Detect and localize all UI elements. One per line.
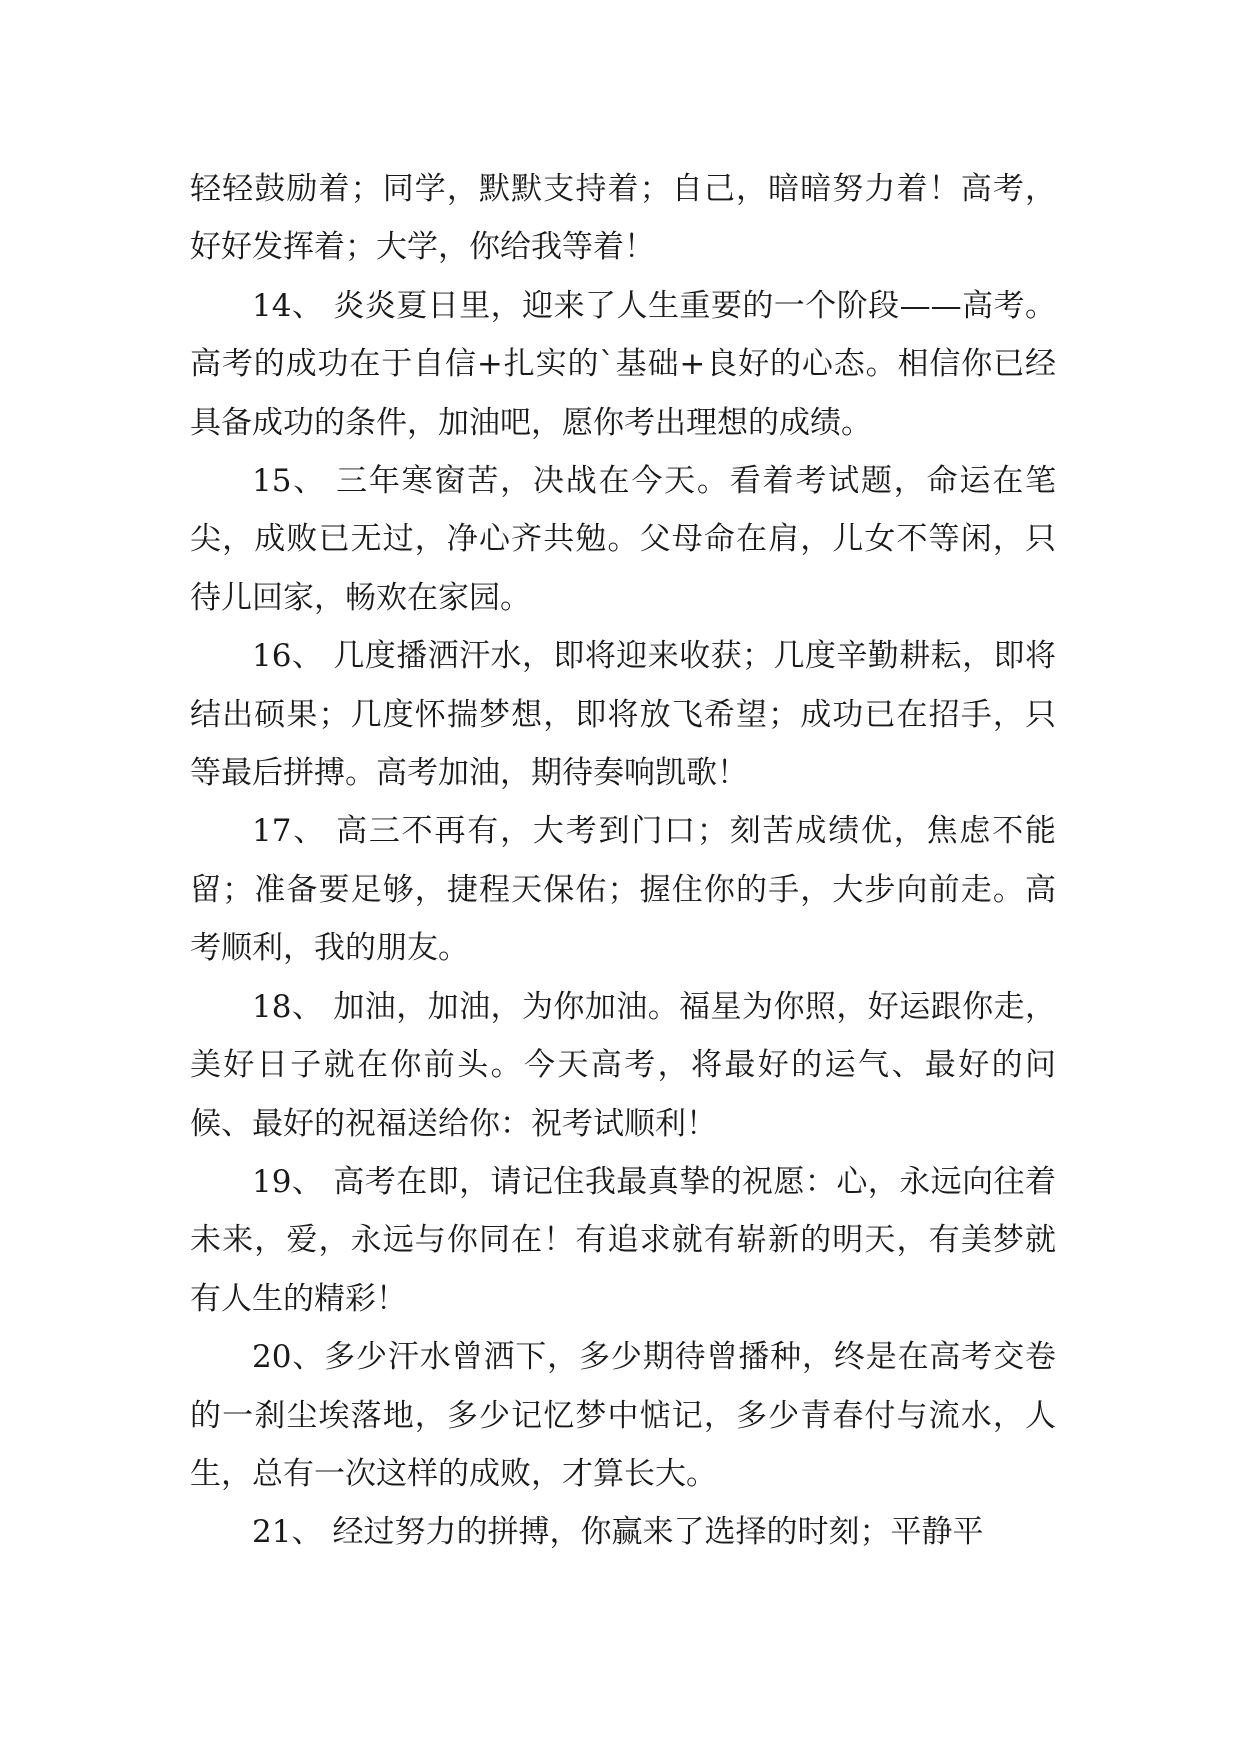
- paragraph-number: 19、: [252, 1163, 324, 1200]
- paragraph-16: [190, 627, 1056, 802]
- paragraph-text: 多少汗水曾洒下，多少期待曾播种，终是在高考交卷的一刹尘埃落地，多少记忆梦中惦记，多少青春付与流水，人生，总有一次这样的成败，才算长大。: [190, 1339, 1057, 1492]
- paragraph-text: 几度播洒汗水，即将迎来收获；几度辛勤耕耘，即将结出硕果；几度怀揣梦想，即将放飞希望；成功已在招手，只等最后拼搏。高考加油，期待奏响凯歌！: [190, 638, 1056, 792]
- paragraph-18: [190, 978, 1056, 1153]
- paragraph-continuation: [190, 160, 1056, 277]
- paragraph-text: 经过努力的拼搏，你赢来了选择的时刻；平静平: [332, 1514, 984, 1551]
- paragraph-15: [190, 452, 1056, 627]
- paragraph-number: 17、: [252, 813, 327, 850]
- paragraph-number: 16、: [252, 638, 324, 675]
- paragraph-number: 21、: [252, 1514, 323, 1551]
- paragraph-number: 18、: [252, 988, 324, 1025]
- paragraph-text: 高三不再有，大考到门口；刻苦成绩优，焦虑不能留；准备要足够，捷程天保佑；握住你的手，大步向前走。高考顺利，我的朋友。: [190, 813, 1056, 967]
- paragraph-21: [190, 1503, 1056, 1561]
- paragraph-number: 20、: [252, 1339, 325, 1376]
- paragraph-text: 高考在即，请记住我最真挚的祝愿：心，永远向往着未来，爱，永远与你同在！有追求就有崭新的明天，有美梦就有人生的精彩！: [190, 1163, 1056, 1317]
- paragraph-text: 三年寒窗苦，决战在今天。看着考试题，命运在笔尖，成败已无过，净心齐共勉。父母命在肩，儿女不等闲，只待儿回家，畅欢在家园。: [190, 463, 1056, 616]
- paragraph-19: [190, 1153, 1056, 1328]
- document-body: [190, 160, 1056, 1562]
- paragraph-number: 14、: [252, 287, 324, 324]
- paragraph-14: [190, 277, 1056, 452]
- paragraph-text: 加油，加油，为你加油。福星为你照，好运跟你走，美好日子就在你前头。今天高考，将最好的运气、最好的问候、最好的祝福送给你：祝考试顺利！: [190, 988, 1056, 1142]
- paragraph-text: 轻轻鼓励着；同学，默默支持着；自己，暗暗努力着！高考，好好发挥着；大学，你给我等着！: [190, 171, 1056, 266]
- paragraph-17: [190, 802, 1056, 977]
- paragraph-20: [190, 1328, 1056, 1503]
- paragraph-text: 炎炎夏日里，迎来了人生重要的一个阶段——高考。高考的成功在于自信+扎实的`基础+良好的心态。相信你已经具备成功的条件，加油吧，愿你考出理想的成绩。: [190, 287, 1057, 441]
- paragraph-number: 15、: [252, 463, 327, 500]
